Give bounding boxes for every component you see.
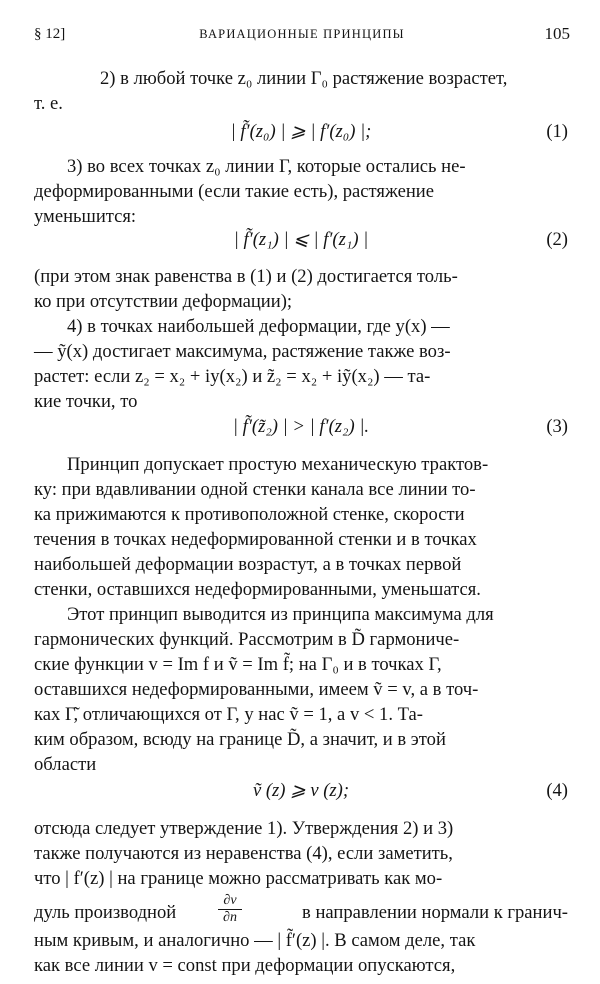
fraction-numerator: ∂v (218, 893, 242, 910)
text-span: в направлении нормали к гранич- (302, 902, 568, 923)
text-line: гармонических функций. Рассмотрим в D̃ гармониче- (34, 629, 460, 650)
equation-formula: | f̃′(z̃₂) | > | f′(z₂) |. (232, 416, 370, 437)
text-line: ко при отсутствии деформации); (34, 291, 293, 312)
text-line: ках Γ̃, отличающихся от Γ, у нас ṽ = 1, а v < 1. Та- (34, 704, 423, 725)
text-line: — ỹ(x) достигает максимума, растяжение также воз- (34, 341, 451, 362)
text-line: ка прижимаются к противоположной стенке, скорости (34, 504, 465, 525)
text-line: ку: при вдавливании одной стенки канала все линии то- (34, 479, 476, 500)
equation-number: (1) (546, 121, 568, 142)
equation-3 (34, 416, 568, 446)
text-line: (при этом знак равенства в (1) и (2) достигается толь- (34, 266, 458, 287)
text-span: дуль производной (34, 902, 177, 923)
equation-number: (2) (546, 229, 568, 250)
text-line: 3) во всех точках z₀ линии Γ, которые остались не- (67, 156, 466, 177)
equation-1 (34, 121, 568, 151)
equation-formula: | f̃′(z₀) | ⩾ | f′(z₀) |; (230, 121, 372, 142)
text-line: области (34, 754, 97, 775)
fraction-dv-dn (218, 893, 242, 926)
equation-4 (34, 780, 568, 810)
text-line (34, 66, 568, 92)
text-line-with-fraction (34, 893, 568, 933)
text-line: ным кривым, и аналогично — | f̃′(z) |. В самом деле, так (34, 930, 476, 951)
equation-number: (4) (546, 780, 568, 801)
text-line: деформированными (если такие есть), растяжение (34, 181, 434, 202)
text-span: 2) в любой точке z₀ линии Γ₀ растяжение возрастет, (100, 68, 508, 89)
text-line: 4) в точках наибольшей деформации, где y(x) — (67, 316, 450, 337)
text-line: ким образом, всюду на границе D̃, а значит, и в этой (34, 729, 446, 750)
text-line: течения в точках недеформированной стенки и в точках (34, 529, 477, 550)
equation-formula: | f̃′(z₁) | ⩽ | f′(z₁) | (233, 229, 369, 250)
text-line: Принцип допускает простую механическую трактов- (67, 454, 489, 475)
text-line: отсюда следует утверждение 1). Утверждения 2) и 3) (34, 818, 454, 839)
page-number: 105 (544, 24, 570, 43)
text-line: как все линии v = const при деформации опускаются, (34, 955, 456, 976)
text-line: оставшихся недеформированными, имеем ṽ = v, а в точ- (34, 679, 479, 700)
text-line: кие точки, то (34, 391, 138, 412)
running-header (34, 24, 570, 50)
text-line: Этот принцип выводится из принципа максимума для (67, 604, 494, 625)
running-title: ВАРИАЦИОННЫЕ ПРИНЦИПЫ (199, 27, 405, 41)
text-line: наибольшей деформации возрастут, а в точках первой (34, 554, 462, 575)
text-line: растет: если z₂ = x₂ + iy(x₂) и z̃₂ = x₂ + iỹ(x₂) — та- (34, 366, 431, 387)
text-line: также получаются из неравенства (4), если заметить, (34, 843, 453, 864)
equation-2 (34, 229, 568, 259)
text-line: ские функции v = Im f и ṽ = Im f̃; на Γ₀ и в точках Γ, (34, 654, 442, 675)
text-line: т. е. (34, 93, 63, 114)
equation-formula: ṽ (z) ⩾ v (z); (252, 780, 350, 801)
text-line: уменьшится: (34, 206, 137, 227)
fraction-denominator: ∂n (223, 910, 237, 925)
section-marker: § 12] (34, 26, 66, 42)
text-line: что | f′(z) | на границе можно рассматривать как мо- (34, 868, 443, 889)
text-line: стенки, оставшихся недеформированными, уменьшатся. (34, 579, 481, 600)
equation-number: (3) (546, 416, 568, 437)
